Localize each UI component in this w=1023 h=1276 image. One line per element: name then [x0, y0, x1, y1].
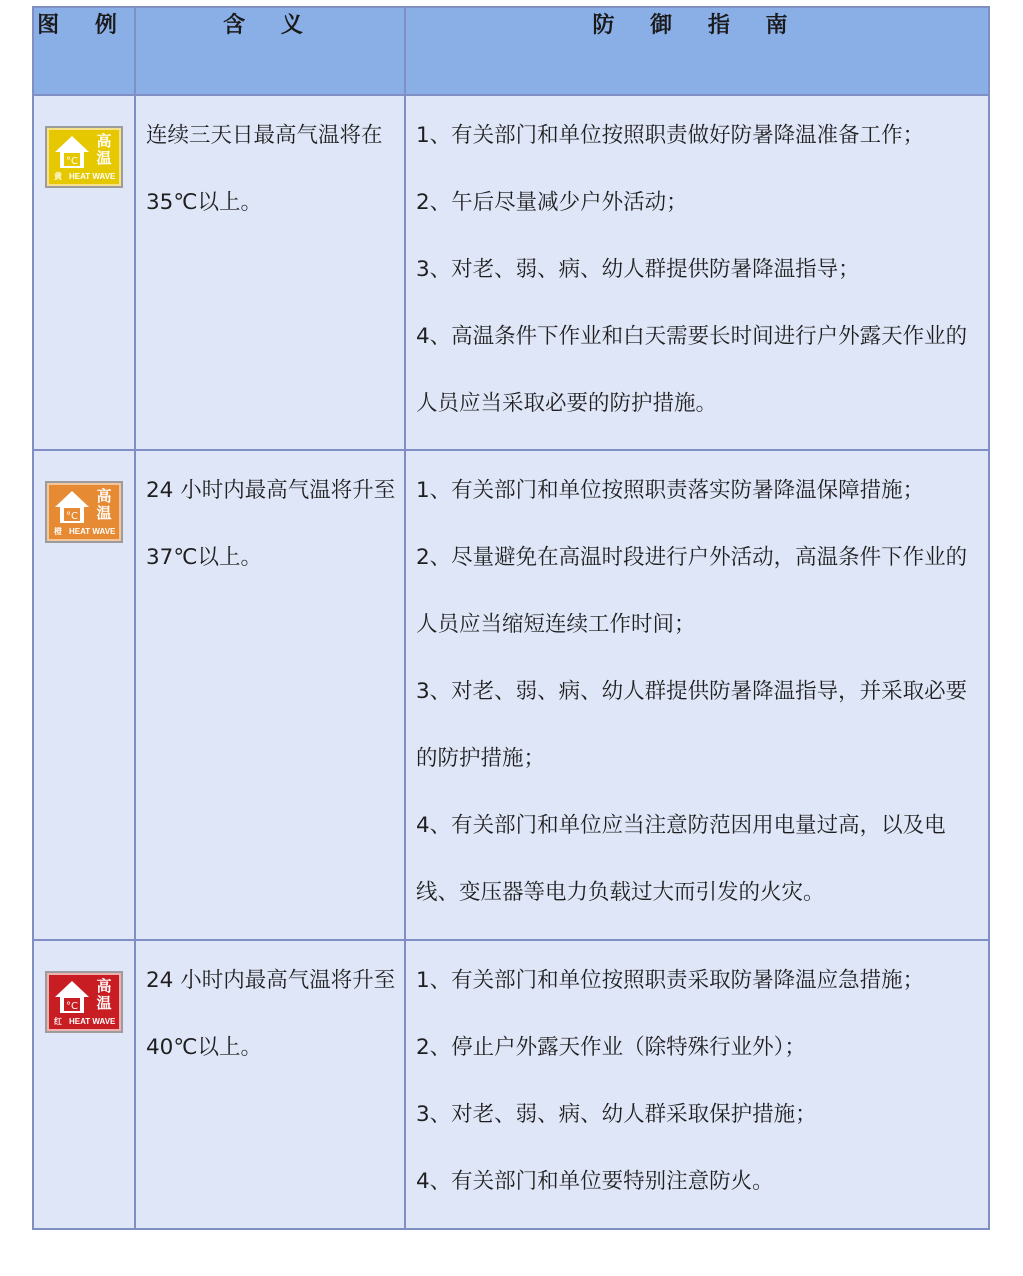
- header-guide: 防 御 指 南: [405, 7, 989, 95]
- meaning-cell: [135, 450, 405, 940]
- guide-item: 2、停止户外露天作业（除特殊行业外）；: [416, 1035, 806, 1060]
- meaning-cell: [135, 95, 405, 450]
- header-meaning: 含 义: [135, 7, 405, 95]
- badge-en-label: HEAT WAVE: [69, 172, 116, 181]
- legend-cell: [33, 940, 135, 1229]
- legend-cell: [33, 450, 135, 940]
- level-label: 红: [54, 1017, 62, 1026]
- header-legend: 图 例: [33, 7, 135, 95]
- meaning-cell: [135, 940, 405, 1229]
- guide-item: 2、尽量避免在高温时段进行户外活动，高温条件下作业的人员应当缩短连续工作时间；: [416, 545, 968, 637]
- house-icon: [53, 979, 91, 1015]
- guide-item: 2、午后尽量减少户外活动；: [416, 190, 688, 215]
- badge-en-label: HEAT WAVE: [69, 527, 116, 536]
- meaning-text: 连续三天日最高气温将在35℃以上。: [146, 123, 383, 215]
- level-label: 橙: [54, 527, 62, 536]
- celsius-glyph: °C: [66, 1001, 78, 1012]
- celsius-glyph: °C: [66, 156, 78, 167]
- badge-word: 高温: [96, 487, 112, 522]
- guide-item: 4、高温条件下作业和白天需要长时间进行户外露天作业的人员应当采取必要的防护措施。: [416, 324, 968, 416]
- level-label: 黄: [54, 172, 62, 181]
- guide-item: 4、有关部门和单位要特别注意防火。: [416, 1169, 774, 1194]
- guide-item: 3、对老、弱、病、幼人群采取保护措施；: [416, 1102, 817, 1127]
- heat-wave-yellow-icon: [45, 126, 123, 188]
- table-row: [33, 95, 989, 450]
- meaning-text: 24 小时内最高气温将升至 37℃以上。: [146, 478, 396, 570]
- guide-cell: [405, 450, 989, 940]
- guide-item: 1、有关部门和单位按照职责落实防暑降温保障措施；: [416, 478, 925, 503]
- heat-wave-red-icon: [45, 971, 123, 1033]
- heat-wave-orange-icon: [45, 481, 123, 543]
- guide-cell: [405, 940, 989, 1229]
- badge-word: 高温: [96, 132, 112, 167]
- guide-item: 1、有关部门和单位按照职责做好防暑降温准备工作；: [416, 123, 925, 148]
- celsius-glyph: °C: [66, 511, 78, 522]
- house-icon: [53, 134, 91, 170]
- table-row: [33, 450, 989, 940]
- meaning-text: 24 小时内最高气温将升至 40℃以上。: [146, 968, 396, 1060]
- table-header-row: [33, 7, 989, 95]
- badge-en-label: HEAT WAVE: [69, 1017, 116, 1026]
- guide-item: 3、对老、弱、病、幼人群提供防暑降温指导，并采取必要的防护措施；: [416, 679, 968, 771]
- badge-word: 高温: [96, 977, 112, 1012]
- guide-item: 4、有关部门和单位应当注意防范因用电量过高，以及电线、变压器等电力负载过大而引发的火灾。: [416, 813, 946, 905]
- guide-item: 3、对老、弱、病、幼人群提供防暑降温指导；: [416, 257, 860, 282]
- table-row: [33, 940, 989, 1229]
- guide-cell: [405, 95, 989, 450]
- legend-cell: [33, 95, 135, 450]
- house-icon: [53, 489, 91, 525]
- heat-warning-table: [32, 6, 990, 1230]
- guide-item: 1、有关部门和单位按照职责采取防暑降温应急措施；: [416, 968, 925, 993]
